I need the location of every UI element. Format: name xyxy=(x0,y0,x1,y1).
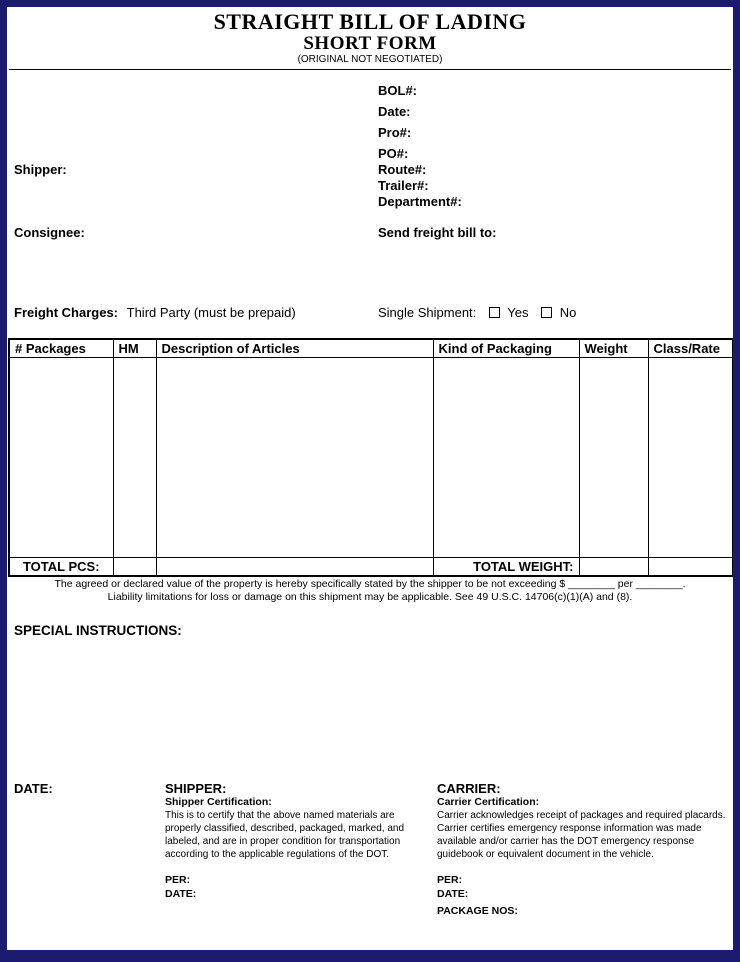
date-label: Date: xyxy=(378,104,411,119)
carrier-date-label: DATE: xyxy=(437,888,469,900)
single-shipment-line xyxy=(378,305,576,320)
shipper-label: Shipper: xyxy=(14,162,67,177)
single-shipment-yes-label: Yes xyxy=(507,305,529,320)
shipper-title: SHIPPER: xyxy=(165,781,227,796)
shipper-certification-title: Shipper Certification: xyxy=(165,796,272,808)
send-freight-bill-to-label: Send freight bill to: xyxy=(378,225,497,240)
liability-limitations-text: Liability limitations for loss or damage on this shipment may be applicable. See 49 U.S.C. 14706(c)(1)(A) and (8). xyxy=(107,591,633,603)
trailer-number-label: Trailer#: xyxy=(378,178,429,193)
freight-charges-line xyxy=(14,305,296,320)
shipper-signature-block xyxy=(165,781,427,901)
total-weight-label: TOTAL WEIGHT: xyxy=(433,558,579,577)
col-header-class-rate: Class/Rate xyxy=(648,339,733,358)
total-description-cell xyxy=(156,558,433,577)
carrier-certification-title: Carrier Certification: xyxy=(437,796,540,808)
single-shipment-no-checkbox[interactable] xyxy=(541,307,552,318)
routing-block xyxy=(378,162,462,210)
bol-number-label: BOL#: xyxy=(378,83,417,98)
total-weight-value-cell xyxy=(579,558,648,577)
single-shipment-no-label: No xyxy=(559,305,577,320)
cell-class-rate xyxy=(648,358,733,558)
col-header-weight: Weight xyxy=(579,339,648,358)
freight-charges-value: Third Party (must be prepaid) xyxy=(126,305,296,320)
cell-kind-of-packaging xyxy=(433,358,579,558)
reference-numbers-block xyxy=(378,80,417,164)
freight-table-total-row xyxy=(9,558,733,577)
form-title: STRAIGHT BILL OF LADING xyxy=(213,9,527,34)
col-header-description: Description of Articles xyxy=(156,339,433,358)
col-header-packages: # Packages xyxy=(9,339,113,358)
total-hm-cell xyxy=(113,558,156,577)
form-subtitle: SHORT FORM xyxy=(303,33,437,54)
col-header-kind-of-packaging: Kind of Packaging xyxy=(433,339,579,358)
signature-date-label: DATE: xyxy=(14,781,53,796)
carrier-certification-text: Carrier acknowledges receipt of packages and required placards. Carrier certifies emergency response information was made available and/or carrier has the DOT emergency response guidebook or equivalent document in the vehicle. xyxy=(437,810,726,860)
cell-packages xyxy=(9,358,113,558)
carrier-signature-block xyxy=(437,781,737,918)
freight-table-body-row xyxy=(9,358,733,558)
special-instructions-label: SPECIAL INSTRUCTIONS: xyxy=(14,623,182,638)
shipper-certification-text: This is to certify that the above named materials are properly classified, described, packaged, marked, and labeled, and are in proper condition for transportation according to the applicable regulations of the DOT. xyxy=(165,810,405,860)
cell-weight xyxy=(579,358,648,558)
col-header-hm: HM xyxy=(113,339,156,358)
route-number-label: Route#: xyxy=(378,162,427,177)
shipper-per-label: PER: xyxy=(165,874,191,886)
carrier-per-label: PER: xyxy=(437,874,463,886)
freight-charges-label: Freight Charges: xyxy=(14,305,119,320)
header-divider xyxy=(9,69,731,70)
freight-table xyxy=(8,338,734,577)
po-number-label: PO#: xyxy=(378,146,409,161)
single-shipment-label: Single Shipment: xyxy=(378,305,477,320)
shipper-date-label: DATE: xyxy=(165,888,197,900)
consignee-label: Consignee: xyxy=(14,225,85,240)
single-shipment-yes-checkbox[interactable] xyxy=(489,307,500,318)
pro-number-label: Pro#: xyxy=(378,125,412,140)
form-header xyxy=(7,7,733,66)
total-class-rate-cell xyxy=(648,558,733,577)
form-note: (ORIGINAL NOT NEGOTIATED) xyxy=(297,54,443,65)
package-nos-label: PACKAGE NOS: xyxy=(437,905,518,917)
total-pcs-label: TOTAL PCS: xyxy=(9,558,113,577)
legal-text-block xyxy=(7,578,733,604)
department-number-label: Department#: xyxy=(378,194,462,209)
freight-table-header-row xyxy=(9,339,733,358)
cell-hm xyxy=(113,358,156,558)
declared-value-text: The agreed or declared value of the property is hereby specifically stated by the shipper to be not exceeding $ ________ per ________. xyxy=(54,578,686,590)
carrier-title: CARRIER: xyxy=(437,781,501,796)
cell-description xyxy=(156,358,433,558)
